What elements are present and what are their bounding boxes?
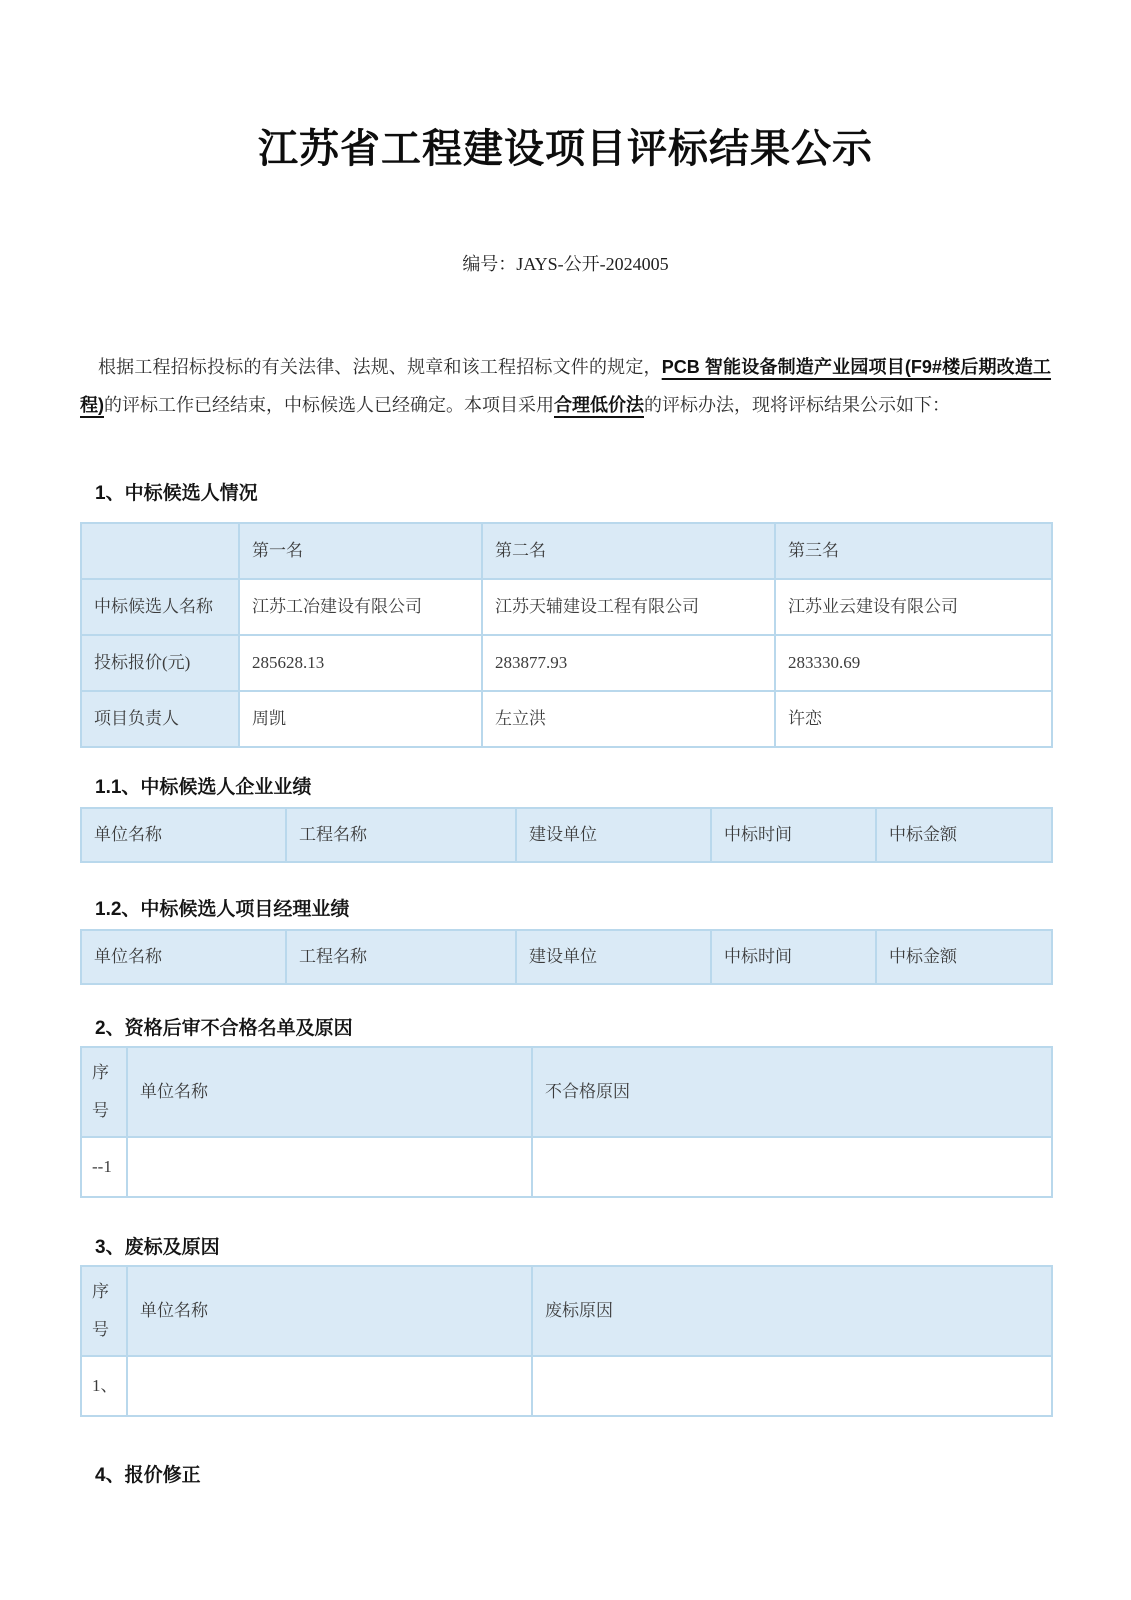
header-cell-unit-name: 单位名称 <box>127 1266 532 1356</box>
header-cell-reject-reason: 废标原因 <box>532 1266 1052 1356</box>
header-cell-seq-number: 序号 <box>81 1047 127 1137</box>
value-cell: 江苏天辅建设工程有限公司 <box>482 579 775 635</box>
section-heading-price-correction: 4、报价修正 <box>95 1465 201 1486</box>
header-cell-construction-unit: 建设单位 <box>516 930 711 984</box>
header-cell-second-place: 第二名 <box>482 523 775 579</box>
value-cell: 283330.69 <box>775 635 1052 691</box>
project-name-emphasis: PCB 智能设备制造产业园项目(F9#楼后期改造工程) <box>80 357 1052 415</box>
header-cell-project-name: 工程名称 <box>286 930 516 984</box>
header-cell-award-time: 中标时间 <box>711 930 876 984</box>
header-cell-award-amount: 中标金额 <box>876 808 1052 862</box>
evaluation-method-emphasis: 合理低价法 <box>554 395 644 415</box>
header-cell-unit-name: 单位名称 <box>127 1047 532 1137</box>
value-cell: 285628.13 <box>239 635 482 691</box>
rejected-bids-table <box>80 1265 1053 1417</box>
header-cell-construction-unit: 建设单位 <box>516 808 711 862</box>
value-cell: 许恋 <box>775 691 1052 747</box>
header-cell-unit-name: 单位名称 <box>81 930 286 984</box>
section-heading-rejected-bids: 3、废标及原因 <box>95 1237 220 1258</box>
page-title: 江苏省工程建设项目评标结果公示 <box>258 126 873 171</box>
table-row-project-leader <box>81 691 1052 747</box>
candidates-table <box>80 522 1053 748</box>
section-heading-candidates: 1、中标候选人情况 <box>95 483 258 504</box>
value-cell: 周凯 <box>239 691 482 747</box>
manager-performance-table <box>80 929 1053 985</box>
table-header-row <box>81 523 1052 579</box>
intro-text-3: 的评标办法，现将评标结果公示如下： <box>644 395 950 415</box>
value-cell: 左立洪 <box>482 691 775 747</box>
section-heading-disqualified: 2、资格后审不合格名单及原因 <box>95 1018 353 1039</box>
section-heading-manager-performance: 1.2、中标候选人项目经理业绩 <box>95 899 350 920</box>
intro-text-2: 的评标工作已经结束，中标候选人已经确定。本项目采用 <box>104 395 554 415</box>
table-header-row <box>81 808 1052 862</box>
table-row <box>81 1137 1052 1197</box>
seq-cell: 1、 <box>81 1356 127 1416</box>
table-header-row <box>81 1047 1052 1137</box>
value-cell <box>532 1137 1052 1197</box>
seq-cell: --1 <box>81 1137 127 1197</box>
header-cell-third-place: 第三名 <box>775 523 1052 579</box>
value-cell: 283877.93 <box>482 635 775 691</box>
table-row-candidate-name <box>81 579 1052 635</box>
row-label-cell: 项目负责人 <box>81 691 239 747</box>
table-header-row <box>81 1266 1052 1356</box>
intro-paragraph <box>80 348 1051 424</box>
row-label-cell: 中标候选人名称 <box>81 579 239 635</box>
doc-number: 编号：JAYS-公开-2024005 <box>462 254 669 274</box>
header-cell-project-name: 工程名称 <box>286 808 516 862</box>
header-cell-disqualify-reason: 不合格原因 <box>532 1047 1052 1137</box>
corner-cell <box>81 523 239 579</box>
value-cell: 江苏业云建设有限公司 <box>775 579 1052 635</box>
table-row-bid-price <box>81 635 1052 691</box>
header-cell-first-place: 第一名 <box>239 523 482 579</box>
table-row <box>81 1356 1052 1416</box>
header-cell-seq-number: 序号 <box>81 1266 127 1356</box>
enterprise-performance-table <box>80 807 1053 863</box>
value-cell <box>127 1356 532 1416</box>
header-cell-award-time: 中标时间 <box>711 808 876 862</box>
table-header-row <box>81 930 1052 984</box>
intro-text-1: 根据工程招标投标的有关法律、法规、规章和该工程招标文件的规定， <box>98 357 662 377</box>
row-label-cell: 投标报价(元) <box>81 635 239 691</box>
header-cell-award-amount: 中标金额 <box>876 930 1052 984</box>
value-cell <box>532 1356 1052 1416</box>
section-heading-enterprise-performance: 1.1、中标候选人企业业绩 <box>95 777 312 798</box>
disqualified-table <box>80 1046 1053 1198</box>
header-cell-unit-name: 单位名称 <box>81 808 286 862</box>
value-cell <box>127 1137 532 1197</box>
value-cell: 江苏工冶建设有限公司 <box>239 579 482 635</box>
